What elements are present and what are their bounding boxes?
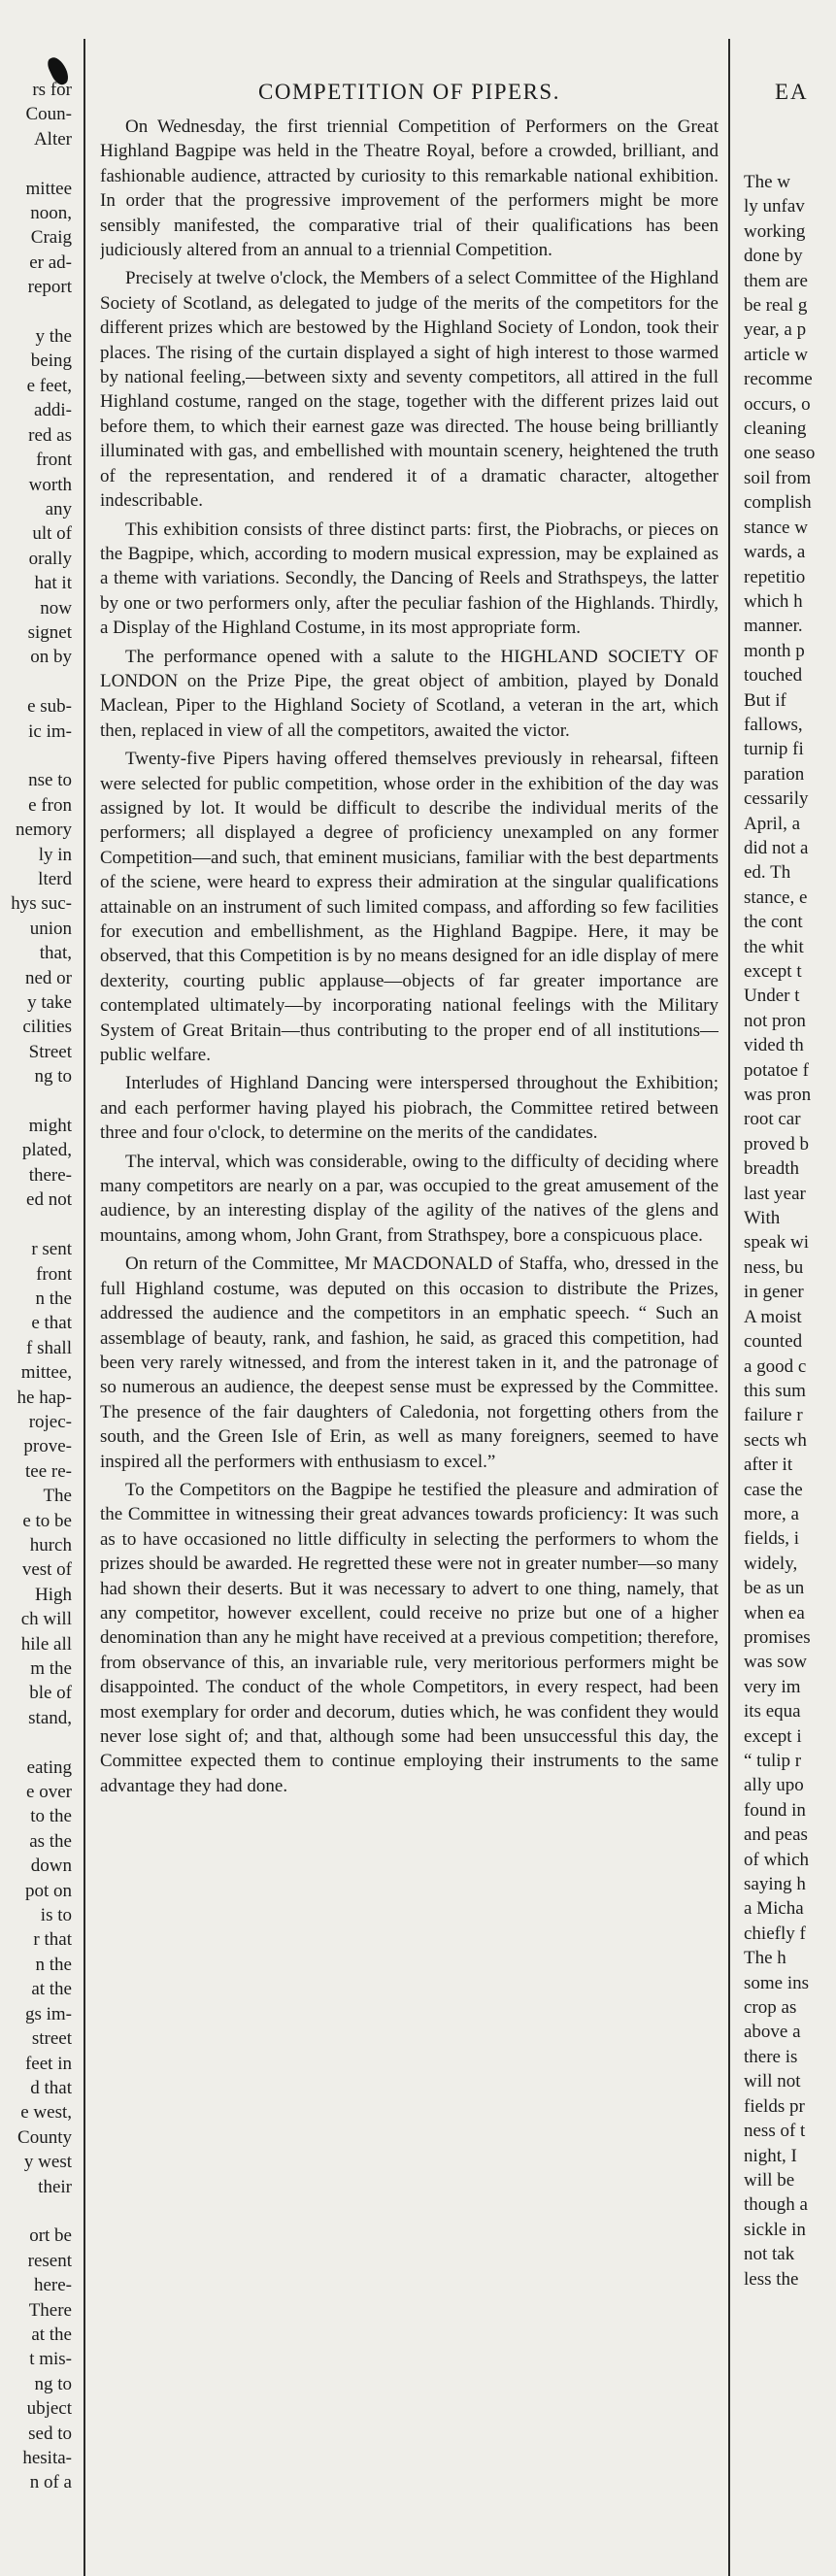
article-body [100,115,719,1802]
left-fragment-line: e that [31,1313,72,1334]
left-fragment-line: orally [28,548,72,569]
left-fragment-line: rojec- [28,1411,72,1432]
right-column-header-fragment: EA [775,80,809,104]
left-fragment-line: n of a [29,2472,72,2493]
left-fragment-line: plated, [21,1140,72,1161]
left-fragment-line: lterd [38,869,72,889]
left-fragment-line: Craig [30,227,72,249]
right-fragment-line: night, I [744,2145,797,2166]
left-fragment-line: eating [26,1756,72,1778]
right-fragment-line: less the [744,2268,799,2290]
right-fragment-line: But if [744,689,786,711]
left-fragment-line: High [35,1584,72,1605]
right-fragment-line: touched [744,665,803,686]
right-fragment-line: speak wi [744,1232,810,1254]
right-fragment-line: paration [744,763,805,785]
left-fragment-line: sed to [28,2423,72,2444]
left-fragment-line: front [36,450,72,471]
article-paragraph: On Wednesday, the first triennial Competition of Performers on the Great Highland Bagpipe was held in the Theatre Royal, before a crowded, brilliant, and fashionable audience, attracted by curiosity to this remarkable national exhibition. In order that the progressive improvement of the performers might be more sensibly manifested, the comparative trial of their qualifications has been judiciously altered from an annual to a triennial Competition. [100,117,719,261]
column-rule-right [728,39,730,2576]
right-fragment-line: chiefly f [744,1923,806,1944]
left-column-fragment [0,78,78,2495]
right-fragment-line: one seaso [744,443,816,464]
right-fragment-line: A moist [744,1306,802,1327]
left-fragment-line: might [28,1116,72,1137]
left-fragment-line: d that [30,2077,72,2098]
left-fragment-line: nse to [28,770,72,791]
article-paragraph: Twenty-five Pipers having offered themselves previously in rehearsal, fifteen were selected for public competition, whose order in the exhibition of the day was assigned by lot. It would be difficult to describe the individual merits of the performers; all displayed a degree of proficiency unexampled on any former Competition—and such, that eminent musicians, familiar with the best departments of the sciene, were heard to express their admiration at the singular qualifications attainable on an instrument of such limited compass, and affording so few facilities for execution and embellishment, as the Highland Bagpipe. Here, it may be observed, that this Competition is by no means designed for an idle display of mere dexterity, courting public applause—objects of far greater importance are contemplated ultimately—by incorporating national feelings with the Military System of Great Britain—thus contributing to the proper end of all institutions—public welfare. [100,749,719,1066]
left-fragment-line: t mis- [29,2349,72,2370]
right-fragment-line: stance, e [744,887,808,908]
left-fragment-line: n the [35,1954,72,1975]
right-fragment-line: working [744,220,806,242]
left-fragment-line: hurch [29,1534,72,1556]
article-paragraph: Interludes of Highland Dancing were interspersed throughout the Exhibition; and each performer having played his piobrach, the Committee retired between three and four o'clock, to determine on the merits of the candidates. [100,1073,719,1144]
right-fragment-line: root car [744,1109,801,1130]
left-fragment-line: nemory [15,820,72,841]
left-fragment-line: y west [23,2152,72,2173]
right-fragment-line: cessarily [744,788,809,810]
left-fragment-line: County [17,2126,72,2148]
right-fragment-line: occurs, o [744,393,811,415]
left-fragment-line: being [30,351,72,372]
right-fragment-line: recomme [744,369,813,390]
left-fragment-line: mittee, [20,1362,72,1384]
left-fragment-line: n the [35,1288,72,1309]
left-fragment-line: that, [39,943,72,964]
left-fragment-line: red as [28,424,72,446]
right-fragment-line: With [744,1208,781,1229]
right-fragment-line: case the [744,1479,803,1500]
left-fragment-line: signet [27,621,72,643]
left-fragment-line: The [43,1486,72,1507]
article-paragraph: On return of the Committee, Mr MACDONALD of Staffa, who, dressed in the full Highland costume, was deputed on this occasion to distribute the Prizes, addressed the audience and the competitors in an emphatic speech. “ Such an assemblage of beauty, rank, and fashion, he said, as graced this competition, had been very rarely witnessed, and from the interest taken in it, and the patronage of so numerous an audience, the deepest sense must be expressed by the Committee. The presence of the fair daughters of Caledonia, not forgetting others from the south, and the Green Isle of Erin, as well as many foreigners, seemed to have inspired all the performers with enthusiasm to excel.” [100,1254,719,1472]
left-fragment-line: e fron [28,794,72,816]
left-fragment-line: rs for [32,80,72,100]
left-fragment-line [0,1213,78,1237]
left-fragment-line: r that [33,1929,72,1951]
right-fragment-line: will be [744,2169,795,2191]
left-fragment-line: here- [33,2275,72,2296]
right-fragment-line: a Micha [744,1898,804,1920]
left-fragment-line: pot on [24,1880,72,1901]
left-fragment-line: front [36,1263,72,1285]
right-fragment-line: and peas [744,1824,808,1846]
right-fragment-line: month p [744,640,805,661]
right-fragment-line: soil from [744,467,812,488]
right-fragment-line: was sow [744,1652,807,1673]
left-fragment-line: cilities [22,1017,72,1038]
article-paragraph: To the Competitors on the Bagpipe he testified the pleasure and admiration of the Committee in witnessing their great advances towards proficiency: It was such as to have occasioned no little difficulty in selecting the performers to whom the prizes should be awarded. He regretted these were not in greater number—so many had shown their deserts. But it was necessary to advert to one thing, namely, that any competitor, however excellent, could receive no prize but one of a higher denomination than any he might have received at a previous competition; therefore, from observance of this, an invariable rule, very meritorious performers might be disappointed. The conduct of the whole Competitors, in every respect, had been most exemplary for order and decorum, duties which, he was confident they would never lose sight of; and that, although some had been unsuccessful this day, the Committee expected them to continue employing their instruments to the same advantage they had done. [100,1479,719,1796]
left-fragment-line: e west, [20,2102,72,2124]
left-fragment-line: addi- [33,400,72,421]
right-fragment-line: in gener [744,1282,804,1303]
left-fragment-line: is to [40,1905,72,1926]
left-fragment-line: street [31,2028,72,2050]
right-fragment-line: potatoe f [744,1059,810,1081]
left-fragment-line: ch will [20,1609,72,1630]
right-fragment-line: wards, a [744,542,806,563]
left-fragment-line: e to be [22,1510,72,1531]
left-fragment-line: ned or [24,967,72,988]
left-fragment-line: union [29,918,72,939]
left-fragment-line: ort be [29,2225,72,2247]
left-fragment-line: now [40,597,72,619]
left-fragment-line: ed not [26,1189,72,1211]
left-fragment-line: gs im- [24,2003,72,2024]
right-fragment-line: ness of t [744,2121,806,2142]
left-fragment-line: e sub- [27,696,72,718]
left-fragment-line: m the [30,1658,72,1679]
left-fragment-line: hile all [20,1633,72,1655]
right-fragment-line: found in [744,1799,806,1821]
left-fragment-line: any [45,498,72,519]
right-fragment-line: The h [744,1948,786,1969]
left-fragment-line [0,744,78,768]
article-paragraph: Precisely at twelve o'clock, the Members of a select Committee of the Highland Society of Scotland, as delegated to judge of the merits of the competitors for the different prizes which are bestowed by the Highland Society of London, took their places. The rising of the curtain displayed a sight of high interest to those warmed by national feeling,—between sixty and seventy competitors, all attired in the full Highland costume, ranged on the stage, together with the different prizes laid out before them, to which their earnest gaze was directed. The house being brilliantly illuminated with gas, and embellished with mountain scenery, heightened the truth of the representation, and rendered it of a dramatic character, altogether indescribable. [100,268,719,512]
left-fragment-line: on by [30,647,72,668]
right-fragment-line: article w [744,344,808,365]
right-fragment-line: “ tulip r [744,1751,802,1771]
left-fragment-line [0,2199,78,2224]
right-fragment-line: of which [744,1849,810,1870]
right-fragment-line: some ins [744,1972,810,1993]
right-fragment-line: except i [744,1725,802,1747]
left-fragment-line: ng to [34,2373,72,2394]
article-paragraph: This exhibition consists of three distinct parts: first, the Piobrachs, or pieces on the Bagpipe, which, according to modern musical expression, may be explained as a theme with variations. Secondly, the Dancing of Reels and Strathspeys, the latter by one or two performers only, after the peculiar fashion of the Highlands. Thirdly, a Display of the Highland Costume, in its most appropriate form. [100,519,719,639]
right-fragment-line: stance w [744,517,808,538]
right-fragment-line: April, a [744,813,801,834]
right-fragment-line: done by [744,246,803,267]
right-fragment-line: cleaning [744,418,807,440]
left-fragment-line: vest of [21,1559,72,1581]
right-fragment-line: year, a p [744,319,807,341]
left-fragment-line [0,300,78,324]
left-fragment-line [0,151,78,176]
left-fragment-line: to the [30,1806,72,1827]
left-fragment-line: there- [28,1164,72,1186]
left-fragment-line: feet in [24,2053,72,2074]
right-fragment-line: ally upo [744,1775,804,1796]
right-fragment-line: ness, bu [744,1256,804,1278]
right-fragment-line: be as un [744,1578,805,1599]
right-fragment-line: fields, i [744,1528,799,1550]
left-fragment-line: ng to [34,1066,72,1087]
right-fragment-line: be real g [744,295,808,317]
left-fragment-line: e feet, [26,375,72,396]
left-fragment-line: ic im- [28,720,72,742]
right-fragment-line: them are [744,270,808,291]
right-fragment-line: when ea [744,1602,805,1623]
left-fragment-line [0,670,78,694]
left-fragment-line: report [27,277,72,298]
left-fragment-line: as the [29,1830,72,1852]
left-fragment-line: f shall [26,1337,72,1358]
left-fragment-line: ubject [26,2398,72,2420]
column-rule-left [84,39,85,2576]
right-fragment-line: fields pr [744,2095,805,2117]
right-fragment-line: more, a [744,1503,799,1524]
article-paragraph: The interval, which was considerable, owing to the difficulty of deciding where many competitors are nearly on a par, was occupied to the great amusement of the audience, by an interesting display of the agility of the natives of the glens and mountains, among whom, John Grant, from Strathspey, bore a conspicuous place. [100,1151,719,1246]
left-fragment-line: y take [27,992,72,1014]
right-fragment-line: Under t [744,986,800,1007]
right-fragment-line: not pron [744,1010,806,1031]
left-fragment-line: y the [35,326,72,348]
right-fragment-line: will not [744,2071,801,2092]
left-fragment-line: e over [26,1782,72,1803]
right-fragment-line: saying h [744,1874,806,1895]
right-fragment-line: was pron [744,1085,812,1106]
right-fragment-line: except t [744,961,802,982]
left-fragment-line: Street [28,1041,72,1062]
right-fragment-line: not tak [744,2244,795,2265]
right-column-fragment [744,170,836,2292]
right-fragment-line: sickle in [744,2219,806,2240]
right-fragment-line: repetitio [744,566,806,587]
left-fragment-line: ult of [32,523,72,545]
left-fragment-line: resent [27,2250,72,2271]
left-fragment-line: Coun- [25,104,72,125]
left-fragment-line: r sent [31,1239,72,1260]
right-fragment-line: failure r [744,1405,803,1426]
right-fragment-line: though a [744,2194,808,2216]
right-fragment-line: after it [744,1455,793,1476]
right-fragment-line: a good c [744,1355,807,1377]
left-fragment-line: mittee [25,178,72,199]
right-fragment-line: proved b [744,1133,810,1154]
right-fragment-line: The w [744,172,791,192]
left-fragment-line: Alter [33,128,72,150]
right-fragment-line: the whit [744,936,804,957]
left-fragment-line: worth [28,474,72,495]
left-fragment-line: noon, [30,203,72,224]
left-fragment-line: their [38,2176,72,2197]
right-fragment-line: the cont [744,912,803,933]
right-fragment-line: which h [744,590,803,612]
right-fragment-line: very im [744,1676,801,1697]
left-fragment-line: hesita- [22,2448,72,2468]
right-fragment-line: promises [744,1626,811,1648]
left-fragment-line: down [30,1856,72,1877]
left-fragment-line: ly in [38,844,72,865]
left-fragment-line: at the [31,1979,72,2000]
left-fragment-line: tee re- [25,1460,72,1482]
right-fragment-line: this sum [744,1380,806,1401]
page-title: COMPETITION OF PIPERS. [258,80,560,104]
right-fragment-line: its equa [744,1701,801,1723]
left-fragment-line: at the [31,2324,72,2345]
right-fragment-line: ly unfav [744,196,805,217]
left-fragment-line [0,1730,78,1755]
right-fragment-line: crop as [744,1997,797,2019]
right-fragment-line: above a [744,2022,801,2043]
left-fragment-line [0,1089,78,1114]
left-fragment-line: er ad- [29,251,72,273]
right-fragment-line: manner. [744,616,803,637]
left-fragment-line: he hap- [17,1387,72,1408]
left-fragment-line: stand, [28,1707,72,1728]
right-fragment-line: breadth [744,1158,799,1180]
right-fragment-line: last year [744,1183,806,1204]
right-fragment-line: counted [744,1331,803,1353]
right-fragment-line: complish [744,492,812,514]
right-fragment-line: widely, [744,1553,798,1574]
right-fragment-line: sects wh [744,1429,807,1451]
right-fragment-line: ed. Th [744,862,791,884]
right-fragment-line: vided th [744,1035,804,1056]
right-fragment-line: did not a [744,837,809,858]
left-fragment-line: ble of [29,1683,72,1704]
left-fragment-line: There [28,2299,72,2321]
article-paragraph: The performance opened with a salute to the HIGHLAND SOCIETY OF LONDON on the Prize Pipe, the great object of ambition, played by Donald Maclean, Piper to the Highland Society of Scotland, a veteran in the art, which then, replaced in view of all the competitors, awaited the victor. [100,646,719,741]
left-fragment-line: hys suc- [11,893,72,915]
left-fragment-line: hat it [34,573,72,594]
right-fragment-line: there is [744,2046,798,2067]
right-fragment-line: turnip fi [744,739,804,760]
right-fragment-line: fallows, [744,714,803,735]
left-fragment-line: prove- [23,1436,72,1457]
